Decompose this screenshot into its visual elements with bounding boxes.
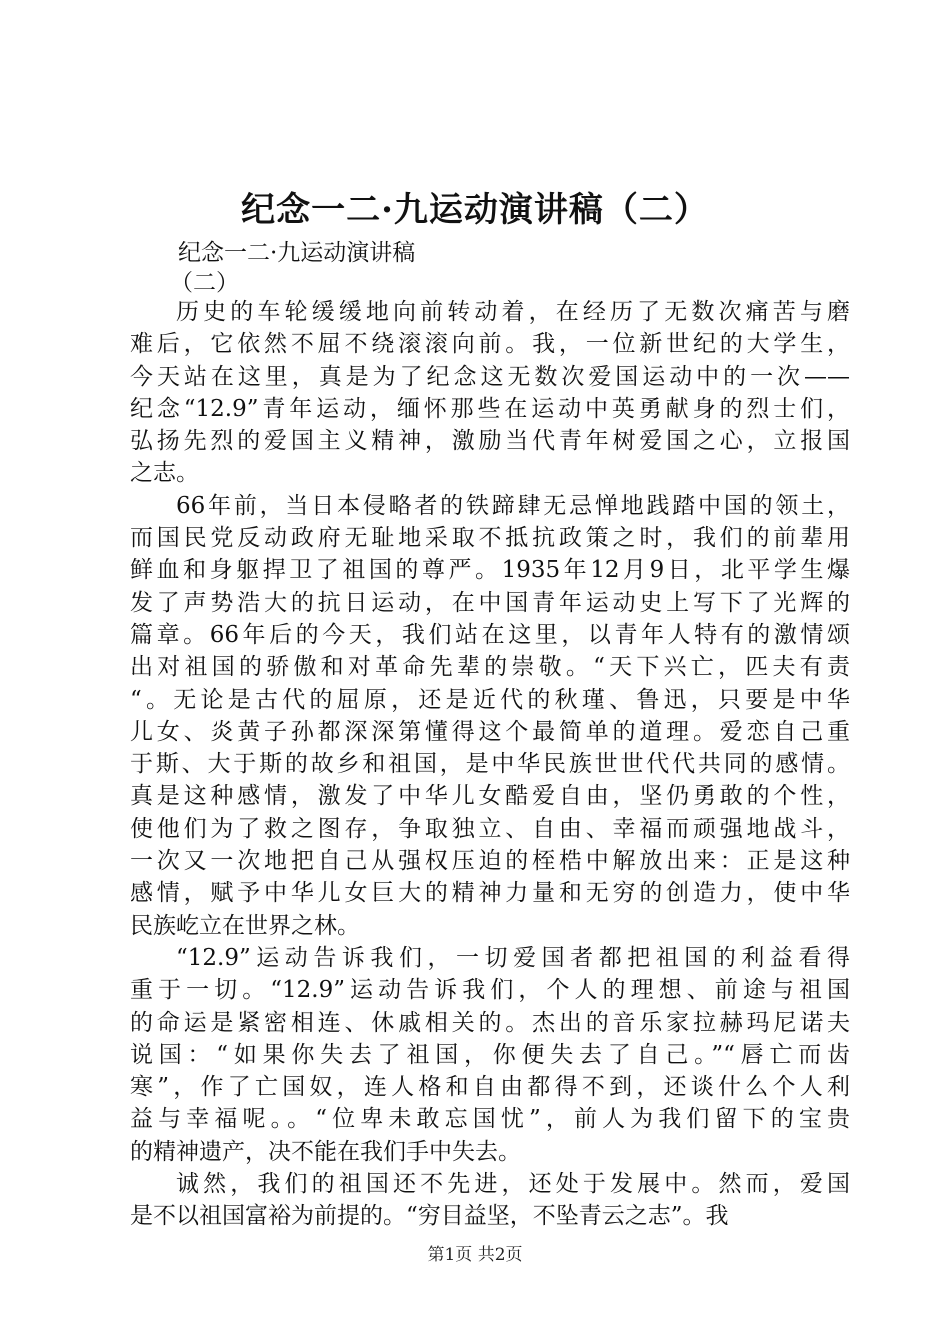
paragraph — [130, 296, 850, 490]
paragraph-line: 66年前，当日本侵略者的铁蹄肆无忌惮地践踏中国的领土， — [176, 492, 850, 519]
paragraph-line: 一次又一次地把自己从强权压迫的桎梏中解放出来：正是这种 — [130, 848, 850, 875]
document-subtitle: 纪念一二·九运动演讲稿 — [178, 240, 416, 266]
paragraph-line: 感情，赋予中华儿女巨大的精神力量和无穷的创造力，使中华 — [130, 880, 850, 907]
paragraph-line: “。无论是古代的屈原，还是近代的秋瑾、鲁迅，只要是中华 — [130, 686, 850, 713]
paragraph-line: 而国民党反动政府无耻地采取不抵抗政策之时，我们的前辈用 — [130, 525, 850, 552]
paragraph-line: 重于一切。“12.9”运动告诉我们，个人的理想、前途与祖国 — [130, 977, 850, 1004]
paragraph-line: 诚然，我们的祖国还不先进，还处于发展中。然而，爱国 — [176, 1171, 850, 1198]
paragraph-line: 今天站在这里，真是为了纪念这无数次爱国运动中的一次—— — [130, 363, 850, 390]
paragraph-line: 的命运是紧密相连、休戚相关的。杰出的音乐家拉赫玛尼诺夫 — [130, 1009, 850, 1036]
paragraph-line: 的精神遗产，决不能在我们手中失去。 — [130, 1138, 521, 1165]
paragraph — [130, 1168, 850, 1233]
paragraph-line: 鲜血和身躯捍卫了祖国的尊严。1935年12月9日，北平学生爆 — [130, 557, 850, 584]
paragraph-line: 出对祖国的骄傲和对革命先辈的崇敬。“天下兴亡，匹夫有责 — [130, 654, 850, 681]
paragraph-line: 儿女、炎黄子孙都深深第懂得这个最简单的道理。爱恋自己重 — [130, 718, 850, 745]
document-body — [130, 296, 850, 1233]
paragraph-line: 篇章。66年后的今天，我们站在这里，以青年人特有的激情颂 — [130, 621, 850, 648]
paragraph-line: 发了声势浩大的抗日运动，在中国青年运动史上写下了光辉的 — [130, 589, 850, 616]
paragraph-line: 弘扬先烈的爱国主义精神，激励当代青年树爱国之心，立报国 — [130, 428, 850, 455]
paragraph-line: 纪念“12.9”青年运动，缅怀那些在运动中英勇献身的烈士们， — [130, 395, 850, 422]
paragraph — [130, 490, 850, 942]
paragraph-line: 使他们为了救之图存，争取独立、自由、幸福而顽强地战斗， — [130, 815, 850, 842]
paragraph-line: 于斯、大于斯的故乡和祖国，是中华民族世世代代共同的感情。 — [130, 751, 850, 778]
paragraph-line: 是不以祖国富裕为前提的。“穷目益坚，不坠青云之志”。我 — [130, 1203, 729, 1230]
paragraph-line: 历史的车轮缓缓地向前转动着，在经历了无数次痛苦与磨 — [176, 299, 850, 325]
paragraph-line: 民族屹立在世界之林。 — [130, 912, 360, 939]
paragraph-line: “12.9”运动告诉我们，一切爱国者都把祖国的利益看得 — [176, 944, 850, 971]
paragraph-line: 难后，它依然不屈不绕滚滚向前。我，一位新世纪的大学生， — [130, 331, 850, 358]
paragraph-line: 说国：“如果你失去了祖国，你便失去了自己。”“唇亡而齿 — [130, 1041, 850, 1068]
paragraph — [130, 942, 850, 1168]
paragraph-line: 寒”，作了亡国奴，连人格和自由都得不到，还谈什么个人利 — [130, 1074, 850, 1101]
document-title: 纪念一二·九运动演讲稿（二） — [241, 190, 709, 230]
page-footer: 第1页 共2页 — [427, 1245, 523, 1265]
paragraph-line: 真是这种感情，激发了中华儿女酷爱自由，坚仍勇敢的个性， — [130, 783, 850, 810]
paragraph-line: 益与幸福呢。。“位卑未敢忘国忧”，前人为我们留下的宝贵 — [130, 1106, 850, 1133]
paragraph-line: 之志。 — [130, 460, 199, 487]
document-subtitle-part: （二） — [170, 270, 239, 296]
